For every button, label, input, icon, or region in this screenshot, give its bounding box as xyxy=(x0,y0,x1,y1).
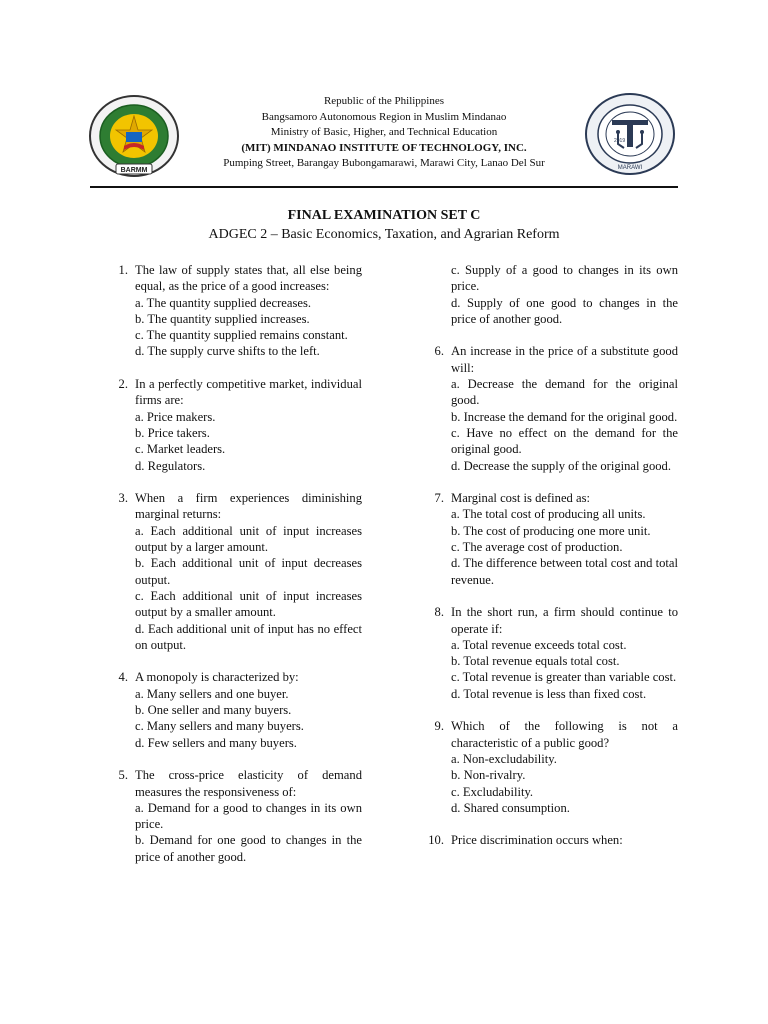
answer-option: a. Demand for a good to changes in its own price. xyxy=(135,800,362,832)
svg-text:MARAWI: MARAWI xyxy=(617,165,643,171)
answer-option: d. The supply curve shifts to the left. xyxy=(135,344,320,359)
letterhead-region: Bangsamoro Autonomous Region in Muslim Mindanao xyxy=(261,110,507,123)
question-text: The cross-price elasticity of demand measures the responsiveness of: xyxy=(135,768,362,799)
answer-option: b. Demand for one good to changes in the price of another good. xyxy=(135,833,362,864)
question-number: 10. xyxy=(428,833,444,848)
question-item xyxy=(424,490,678,588)
answer-option: a. Each additional unit of input increases output by a larger amount. xyxy=(135,523,362,555)
question-item xyxy=(424,343,678,473)
answer-option: d. Shared consumption. xyxy=(451,800,570,815)
letterhead xyxy=(200,94,568,172)
question-text: Price discrimination occurs when: xyxy=(451,833,623,848)
letterhead-institution: (MIT) MINDANAO INSTITUTE OF TECHNOLOGY, INC. xyxy=(241,141,527,154)
answer-option: d. Few sellers and many buyers. xyxy=(135,735,297,750)
question-number: 3. xyxy=(118,491,128,506)
question-number: 4. xyxy=(118,670,128,685)
question-number: 8. xyxy=(434,605,444,620)
question-number: 5. xyxy=(118,768,128,783)
question-item xyxy=(108,669,362,750)
answer-option: c. Total revenue is greater than variable cost. xyxy=(451,670,677,685)
institute-seal-logo xyxy=(584,92,676,176)
answer-option: d. Each additional unit of input has no effect on output. xyxy=(135,621,362,652)
question-number: 6. xyxy=(434,344,444,359)
question-text: When a firm experiences diminishing marginal returns: xyxy=(135,491,362,522)
answer-option: c. Supply of a good to changes in its own price. xyxy=(451,263,678,294)
svg-text:2019: 2019 xyxy=(614,138,626,144)
question-item xyxy=(108,490,362,653)
question-item-continued xyxy=(424,262,678,327)
answer-option: c. The quantity supplied remains constant. xyxy=(135,328,348,343)
questions-right-column xyxy=(424,262,678,849)
letterhead-address: Pumping Street, Barangay Bubongamarawi, Marawi City, Lanao Del Sur xyxy=(223,157,545,169)
answer-option: c. Have no effect on the demand for the original good. xyxy=(451,425,678,457)
answer-option: d. Supply of one good to changes in the price of another good. xyxy=(451,295,678,326)
answer-option: a. Price makers. xyxy=(135,409,216,424)
answer-option: a. Many sellers and one buyer. xyxy=(135,686,289,701)
question-item xyxy=(424,718,678,816)
answer-option: c. The average cost of production. xyxy=(451,540,623,555)
question-item xyxy=(108,767,362,865)
letterhead-ministry: Ministry of Basic, Higher, and Technical Education xyxy=(270,126,498,138)
answer-option: b. The quantity supplied increases. xyxy=(135,311,310,326)
answer-option: b. Non-rivalry. xyxy=(451,768,526,783)
answer-option: b. Increase the demand for the original good. xyxy=(451,409,678,424)
exam-title: FINAL EXAMINATION SET C xyxy=(287,208,481,223)
answer-option: c. Many sellers and many buyers. xyxy=(135,719,304,734)
answer-option: c. Each additional unit of input increases output by a smaller amount. xyxy=(135,588,362,620)
question-text: In a perfectly competitive market, individual firms are: xyxy=(135,377,362,408)
answer-option: c. Market leaders. xyxy=(135,442,226,457)
letterhead-country: Republic of the Philippines xyxy=(323,95,445,107)
answer-option: d. Decrease the supply of the original good. xyxy=(451,458,671,473)
answer-option: a. The total cost of producing all units. xyxy=(451,507,646,522)
question-number: 9. xyxy=(434,719,444,734)
answer-option: a. Total revenue exceeds total cost. xyxy=(451,637,627,652)
svg-text:BARMM: BARMM xyxy=(120,167,148,174)
header-divider xyxy=(90,186,678,188)
answer-option: d. Total revenue is less than fixed cost. xyxy=(451,686,647,701)
answer-option: d. The difference between total cost and total revenue. xyxy=(451,556,678,587)
answer-option: d. Regulators. xyxy=(135,458,206,473)
answer-option: c. Excludability. xyxy=(451,784,534,799)
answer-option: a. Non-excludability. xyxy=(451,751,557,766)
answer-option: b. Total revenue equals total cost. xyxy=(451,654,620,669)
answer-option: a. Decrease the demand for the original good. xyxy=(451,377,678,408)
answer-option: b. Price takers. xyxy=(135,425,210,440)
questions-left-column xyxy=(108,262,362,865)
question-text: A monopoly is characterized by: xyxy=(135,670,299,685)
question-number: 2. xyxy=(118,377,128,392)
question-text: In the short run, a firm should continue to operate if: xyxy=(451,605,678,636)
question-text: The law of supply states that, all else being equal, as the price of a good increases: xyxy=(135,263,362,294)
question-item xyxy=(424,604,678,702)
answer-option: b. One seller and many buyers. xyxy=(135,703,292,718)
question-number: 1. xyxy=(118,263,128,277)
question-item xyxy=(108,376,362,474)
question-item xyxy=(108,262,362,360)
question-number: 7. xyxy=(434,491,444,506)
question-item xyxy=(424,832,678,848)
answer-option: b. The cost of producing one more unit. xyxy=(451,523,651,538)
ministry-seal-logo xyxy=(88,94,180,178)
question-text: An increase in the price of a substitute good will: xyxy=(451,344,678,375)
answer-option: b. Each additional unit of input decreases output. xyxy=(135,556,362,587)
answer-option: a. The quantity supplied decreases. xyxy=(135,295,312,310)
question-text: Marginal cost is defined as: xyxy=(451,491,590,506)
question-text: Which of the following is not a characteristic of a public good? xyxy=(451,719,678,750)
exam-subtitle: ADGEC 2 – Basic Economics, Taxation, and Agrarian Reform xyxy=(208,227,560,242)
